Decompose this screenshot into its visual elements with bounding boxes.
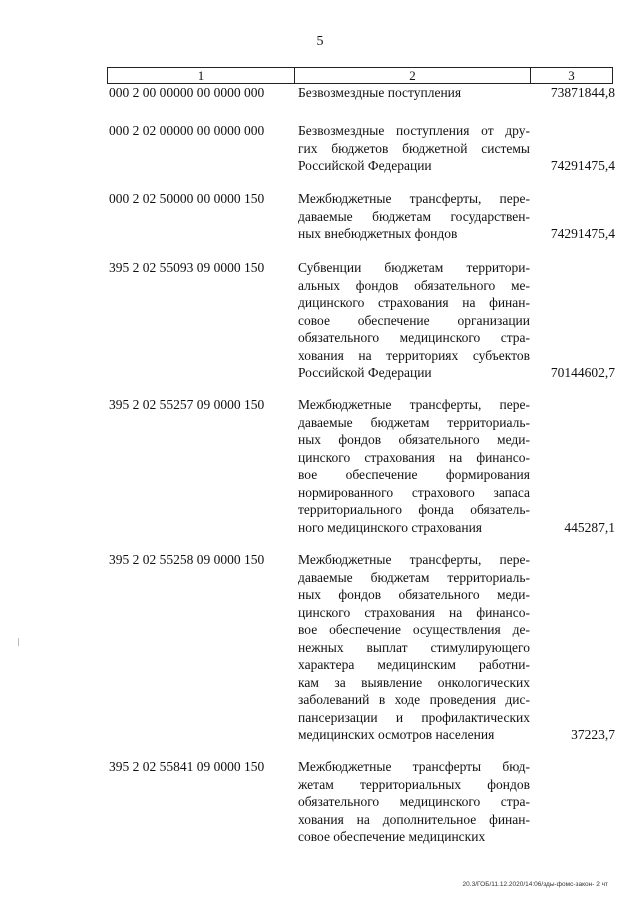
description-line: пансеризации и профилактических [298, 709, 530, 725]
header-col-1: 1 [108, 68, 295, 83]
description-line: нормированного страхового запаса [298, 484, 530, 500]
description-line: обязательного медицинского стра- [298, 794, 530, 809]
description-line: цинского страхования на финансо- [298, 604, 530, 620]
description-line: Субвенции бюджетам территори- [298, 260, 530, 275]
description-line: заболеваний в ходе проведения дис- [298, 692, 530, 707]
budget-code: 395 2 02 55093 09 0000 150 [109, 260, 265, 275]
description-line: обязательного медицинского стра- [298, 330, 530, 345]
budget-description [298, 396, 530, 536]
description-line: ных внебюджетных фондов [298, 226, 458, 241]
description-line: нежных выплат стимулирующего [298, 639, 530, 655]
description-line: Безвозмездные поступления от дру- [298, 123, 530, 138]
description-line: Межбюджетные трансферты, пере- [298, 191, 530, 206]
description-line: цинского страхования на финансо- [298, 449, 530, 465]
budget-code: 395 2 02 55258 09 0000 150 [109, 552, 265, 567]
description-line: характера медицинским работни- [298, 657, 530, 672]
description-line: Российской Федерации [298, 365, 432, 380]
margin-mark [18, 638, 19, 646]
description-line: даваемые бюджетам территориаль- [298, 569, 530, 585]
page-number: 5 [316, 34, 324, 49]
budget-description [298, 259, 530, 382]
description-line: жетам территориальных фондов [298, 776, 530, 792]
budget-description [298, 551, 530, 744]
description-line: хования на дополнительное финан- [298, 811, 530, 827]
budget-code: 000 2 02 00000 00 0000 000 [109, 123, 265, 138]
description-line: гих бюджетов бюджетной системы [298, 140, 530, 156]
footer-reference: 20.3/ГОБ/11.12.2020/14:06/зды-фомс-закон- 2 чт [462, 881, 608, 888]
header-col-2: 2 [295, 68, 531, 83]
budget-code: 000 2 02 50000 00 0000 150 [109, 191, 265, 206]
table-header [107, 67, 613, 84]
description-line: территориального фонда обязатель- [298, 502, 530, 517]
header-col-3: 3 [568, 68, 575, 83]
budget-amount: 74291475,4 [550, 226, 615, 241]
budget-amount: 37223,7 [571, 727, 615, 742]
budget-code: 000 2 00 00000 00 0000 000 [109, 85, 265, 100]
description-line: Межбюджетные трансферты, пере- [298, 552, 530, 567]
description-line: ных фондов обязательного меди- [298, 587, 530, 602]
description-line: хования на территориях субъектов [298, 347, 530, 363]
description-line: медицинских осмотров населения [298, 727, 495, 742]
budget-description [298, 758, 530, 846]
description-line: кам за выявление онкологических [298, 674, 530, 690]
budget-amount: 70144602,7 [550, 365, 615, 380]
budget-amount: 74291475,4 [550, 158, 615, 173]
description-line: вое обеспечение формирования [298, 467, 530, 482]
description-line: альных фондов обязательного ме- [298, 277, 530, 293]
budget-code: 395 2 02 55257 09 0000 150 [109, 397, 265, 412]
description-line: ного медицинского страхования [298, 519, 482, 535]
description-line: Безвозмездные поступления [298, 85, 462, 100]
budget-amount: 445287,1 [564, 519, 615, 535]
description-line: даваемые бюджетам территориаль- [298, 414, 530, 430]
description-line: Российской Федерации [298, 158, 432, 173]
description-line: даваемые бюджетам государствен- [298, 208, 530, 224]
description-line: вое обеспечение осуществления де- [298, 622, 530, 637]
budget-description [298, 122, 530, 175]
budget-code: 395 2 02 55841 09 0000 150 [109, 759, 265, 774]
description-line: ных фондов обязательного меди- [298, 432, 530, 447]
description-line: Межбюджетные трансферты, пере- [298, 397, 530, 412]
description-line: совое обеспечение медицинских [298, 829, 486, 844]
budget-description [298, 190, 530, 243]
budget-amount: 73871844,8 [550, 85, 615, 100]
description-line: Межбюджетные трансферты бюд- [298, 759, 530, 774]
budget-description [298, 84, 530, 102]
description-line: совое обеспечение организации [298, 312, 530, 328]
description-line: дицинского страхования на финан- [298, 295, 530, 310]
